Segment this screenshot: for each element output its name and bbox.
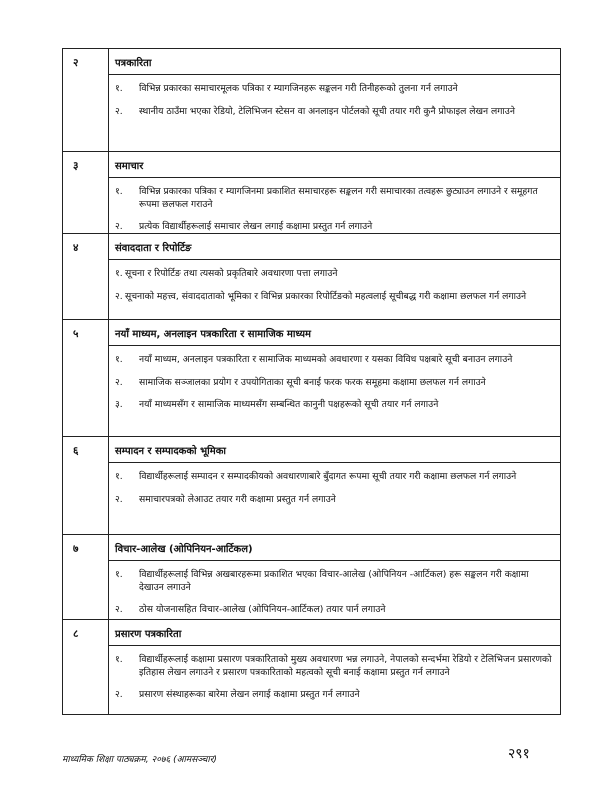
list-item-marker: २. <box>115 493 123 505</box>
section-body <box>109 234 560 319</box>
list-item <box>115 654 552 679</box>
list-item <box>115 399 552 412</box>
section-title: सम्पादन र सम्पादकको भूमिका <box>109 437 560 463</box>
section-title: विचार-आलेख (ओपिनियन-आर्टिकल) <box>109 535 560 561</box>
list-item-text: नयाँ माध्यम, अनलाइन पत्रकारिता र सामाजिक माध्यमको अवधारणा र यसका विविध पक्षबारे सूची बनाउन लगाउने <box>139 354 513 365</box>
list-item-marker: २. <box>115 376 123 388</box>
list-item <box>115 291 552 304</box>
list-item-marker: २. <box>115 604 123 615</box>
list-item-marker: १. <box>115 83 123 94</box>
list-item <box>115 106 552 119</box>
section-title: प्रसारण पत्रकारिता <box>109 620 560 646</box>
list-item-marker: १. <box>115 569 123 580</box>
list-item-text: समाचारपत्रको लेआउट तयार गरी कक्षामा प्रस्तुत गर्न लगाउने <box>139 493 336 505</box>
section-row <box>63 234 560 320</box>
list-item-marker: १. <box>115 268 123 279</box>
list-item <box>115 604 552 617</box>
list-item-marker: २. <box>115 290 123 302</box>
list-item <box>115 689 552 702</box>
page-number: २९१ <box>508 746 530 762</box>
list-item-text: विद्यार्थीहरूलाई विभिन्न अखबारहरूमा प्रकाशित भएका विचार-आलेख (ओपिनियन -आर्टिकल) हरू सङ्कलन गरी कक्षामा देखाउन लगाउने <box>139 569 529 593</box>
list-item-text: ठोस योजनासहित विचार-आलेख (ओपिनियन-आर्टिकल) तयार पार्न लगाउने <box>139 604 386 615</box>
section-items <box>109 260 560 317</box>
list-item <box>115 569 552 594</box>
list-item <box>115 186 552 211</box>
section-number: २ <box>63 49 109 151</box>
section-body <box>109 620 560 714</box>
list-item <box>115 377 552 390</box>
section-items <box>109 463 560 520</box>
section-number: ५ <box>63 320 109 436</box>
section-row <box>63 620 560 715</box>
curriculum-table <box>62 48 561 715</box>
section-body <box>109 437 560 534</box>
section-title: संवाददाता र रिपोर्टिङ <box>109 234 560 260</box>
section-title: नयाँ माध्यम, अनलाइन पत्रकारिता र सामाजिक माध्यम <box>109 320 560 346</box>
list-item-text: विभिन्न प्रकारका समाचारमूलक पत्रिका र म्यागजिनहरू सङ्कलन गरी तिनीहरूको तुलना गर्न लगाउने <box>139 83 458 94</box>
list-item-text: नयाँ माध्यमसँग र सामाजिक माध्यमसँग सम्बन्धित कानुनी पक्षहरूको सूची तयार गर्न लगाउने <box>139 399 439 410</box>
section-body <box>109 49 560 151</box>
list-item-marker: १. <box>115 654 123 665</box>
list-item-marker: ३. <box>115 399 123 410</box>
section-row <box>63 320 560 437</box>
section-body <box>109 320 560 436</box>
footer-curriculum-title: माध्यमिक शिक्षा पाठ्यक्रम, २०७६ (आमसञ्चार) <box>62 755 217 765</box>
list-item-text: विद्यार्थीहरूलाई कक्षामा प्रसारण पत्रकारिताको मुख्य अवधारणा भन्न लगाउने, नेपालको सन्दर्भमा रेडियो र टेलिभिजन प्रसारणको इतिहास लेखन लगाउने र प्रसारण पत्रकारिताको महत्वको सूची बनाई कक्षामा प्रस्तुत गर्न लगाउने <box>139 654 552 678</box>
list-item <box>115 268 552 281</box>
section-number: ७ <box>63 535 109 619</box>
list-item-text: विभिन्न प्रकारका पत्रिका र म्यागजिनमा प्रकाशित समाचारहरू सङ्कलन गरी समाचारका तत्वहरू छुट्याउन लगाउने र समूहगत रूपमा छलफल गराउने <box>139 186 538 210</box>
section-body <box>109 535 560 619</box>
list-item <box>115 471 552 484</box>
list-item <box>115 221 552 234</box>
section-number: ४ <box>63 234 109 319</box>
section-items <box>109 75 560 132</box>
list-item-text: विद्यार्थीहरूलाई सम्पादन र सम्पादकीयको अवधारणाबारे बुँदागत रूपमा सूची तयार गरी कक्षामा छलफल गर्न लगाउने <box>139 471 517 482</box>
list-item-marker: १. <box>115 186 123 197</box>
section-body <box>109 152 560 233</box>
section-title: पत्रकारिता <box>109 49 560 75</box>
list-item <box>115 83 552 96</box>
section-row <box>63 437 560 535</box>
list-item-marker: १. <box>115 471 123 482</box>
list-item-marker: २. <box>115 221 123 232</box>
list-item-marker: १. <box>115 354 123 365</box>
list-item <box>115 494 552 507</box>
list-item-marker: २. <box>115 105 123 117</box>
section-row <box>63 152 560 234</box>
list-item-marker: २. <box>115 689 123 700</box>
section-number: ६ <box>63 437 109 534</box>
section-number: ८ <box>63 620 109 714</box>
list-item-text: सूचनाको महत्त्व, संवाददाताको भूमिका र विभिन्न प्रकारका रिपोर्टिङको महत्वलाई सूचीबद्ध गरी कक्षामा छलफल गर्न लगाउने <box>125 290 527 302</box>
section-row <box>63 535 560 620</box>
section-items <box>109 346 560 426</box>
list-item-text: प्रत्येक विद्यार्थीहरूलाई समाचार लेखन लगाई कक्षामा प्रस्तुत गर्न लगाउने <box>139 221 373 232</box>
list-item-text: सूचना र रिपोर्टिङ तथा त्यसको प्रकृतिबारे अवधारणा पत्ता लगाउने <box>125 268 338 279</box>
list-item <box>115 354 552 367</box>
section-number: ३ <box>63 152 109 233</box>
list-item-text: स्थानीय ठाउँमा भएका रेडियो, टेलिभिजन स्टेसन वा अनलाइन पोर्टलको सूची तयार गरी कुनै प्रोफाइल लेखन लगाउने <box>139 105 515 117</box>
list-item-text: प्रसारण संस्थाहरूका बारेमा लेखन लगाई कक्षामा प्रस्तुत गर्न लगाउने <box>139 689 360 700</box>
list-item-text: सामाजिक सञ्जालका प्रयोग र उपयोगिताका सूची बनाई फरक फरक समूहमा कक्षामा छलफल गर्न लगाउने <box>139 376 486 388</box>
section-row <box>63 49 560 152</box>
section-title: समाचार <box>109 152 560 178</box>
section-items <box>109 646 560 716</box>
